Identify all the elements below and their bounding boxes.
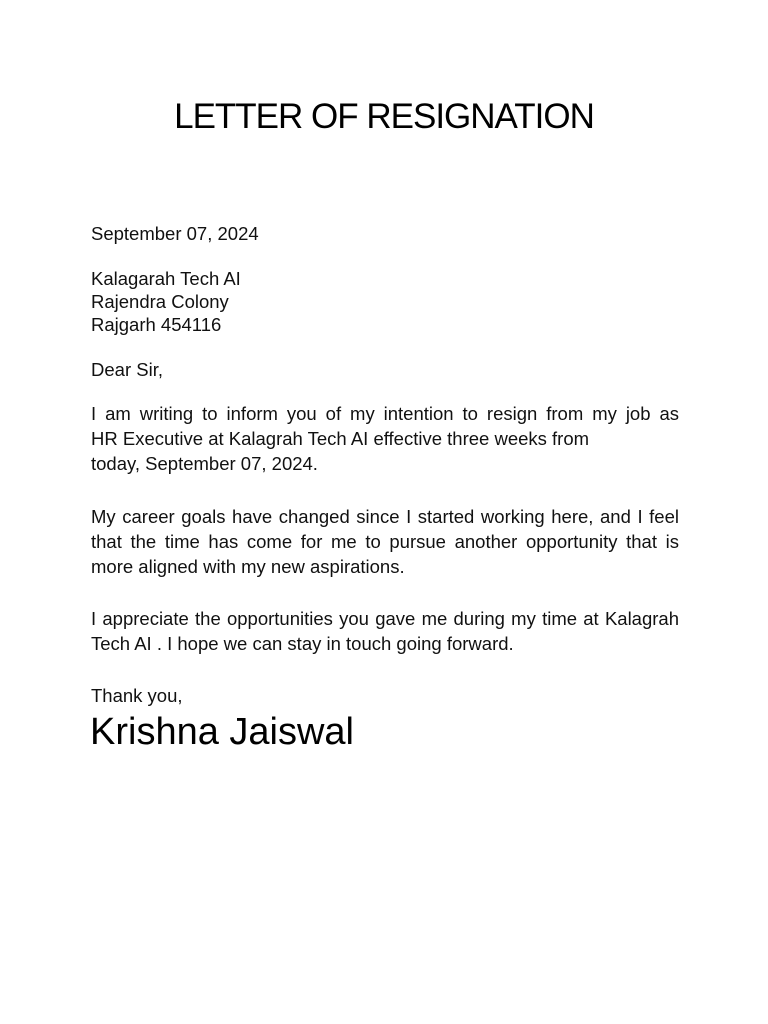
paragraph-line: I am writing to inform you of my intention to resign from my job as [91, 403, 679, 424]
body-paragraph-appreciation: I appreciate the opportunities you gave me during my time at Kalagrah Tech AI . I hope we can stay in touch going forward. [91, 608, 679, 654]
letter-title: LETTER OF RESIGNATION [174, 97, 594, 136]
recipient-city: Rajgarh 454116 [91, 314, 222, 335]
body-paragraph-reason: My career goals have changed since I started working here, and I feel that the time has come for me to pursue another opportunity that is more aligned with my new aspirations. [91, 506, 679, 577]
letter-date: September 07, 2024 [91, 223, 259, 244]
recipient-company: Kalagarah Tech AI [91, 268, 241, 289]
body-paragraph-intent [91, 401, 679, 476]
signature: Krishna Jaiswal [90, 711, 354, 753]
salutation: Dear Sir, [91, 359, 163, 380]
closing: Thank you, [91, 685, 183, 706]
paragraph-line: HR Executive at Kalagrah Tech AI effective three weeks from [91, 428, 590, 449]
recipient-street: Rajendra Colony [91, 291, 229, 312]
recipient-address [91, 267, 679, 336]
paragraph-line: today, September 07, 2024. [91, 453, 318, 474]
